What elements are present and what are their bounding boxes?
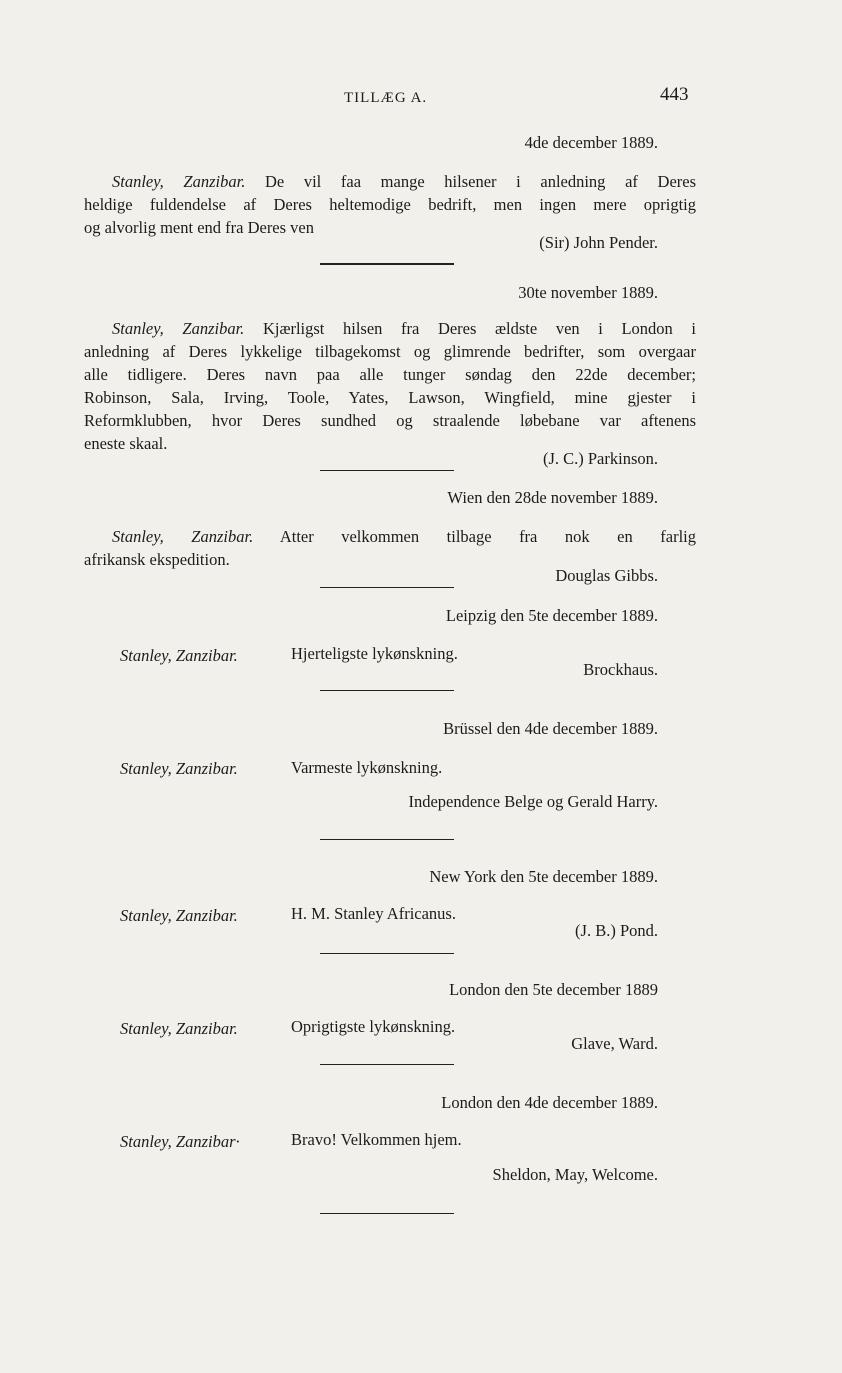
entry-3-date: Wien den 28de november 1889.: [447, 488, 658, 507]
entry-6-date: New York den 5te december 1889.: [429, 867, 658, 886]
entry-4-recipient: Stanley, Zanzibar.: [120, 646, 238, 665]
separator-rule: [320, 690, 454, 691]
entry-6-recipient: Stanley, Zanzibar.: [120, 906, 238, 925]
running-header: TILLÆG A.: [344, 90, 428, 106]
entry-1-line-2: heldige fuldendelse af Deres heltemodige bedrift, men ingen mere oprigtig: [84, 195, 696, 214]
entry-4-text: Hjerteligste lykønskning.: [291, 644, 458, 663]
entry-7-date: London den 5te december 1889: [449, 980, 658, 999]
entry-6-text: H. M. Stanley Africanus.: [291, 904, 456, 923]
entry-8-recipient: Stanley, Zanzibar·: [120, 1132, 240, 1151]
entry-3-signature: Douglas Gibbs.: [555, 566, 658, 585]
entry-2-line-1: Kjærligst hilsen fra Deres ældste ven i London i: [262, 319, 697, 338]
separator-rule: [320, 839, 454, 840]
entry-3-line-2: afrikansk ekspedition.: [84, 550, 230, 569]
entry-1-signature: (Sir) John Pender.: [539, 233, 658, 252]
entry-2-recipient: Stanley, Zanzibar.: [112, 319, 245, 338]
separator-rule: [320, 1064, 454, 1065]
entry-1-date: 4de december 1889.: [524, 133, 658, 152]
entry-1-line-3: og alvorlig ment end fra Deres ven: [84, 218, 315, 237]
entry-2-line-6: eneste skaal.: [84, 434, 168, 453]
entry-2-signature: (J. C.) Parkinson.: [542, 449, 658, 468]
separator-rule: [320, 263, 454, 265]
separator-rule: [320, 587, 454, 588]
page-number: 443: [660, 84, 689, 105]
entry-5-signature: Independence Belge og Gerald Harry.: [408, 792, 658, 811]
entry-6-signature: (J. B.) Pond.: [575, 921, 658, 940]
entry-8-signature: Sheldon, May, Welcome.: [492, 1165, 658, 1184]
entry-5-text: Varmeste lykønskning.: [291, 758, 443, 777]
entry-8-date: London den 4de december 1889.: [441, 1093, 658, 1112]
entry-2-line-3: alle tidligere. Deres navn paa alle tunger søndag den 22de december;: [84, 365, 696, 384]
entry-2-line-4: Robinson, Sala, Irving, Toole, Yates, Lawson, Wingfield, mine gjester i: [84, 388, 696, 407]
separator-rule: [320, 953, 454, 954]
entry-8-text: Bravo! Velkommen hjem.: [291, 1130, 462, 1149]
entry-3-body: [84, 525, 696, 571]
entry-5-date: Brüssel den 4de december 1889.: [443, 719, 658, 738]
entry-1-recipient: Stanley, Zanzibar.: [112, 172, 246, 191]
entry-7-text: Oprigtigste lykønskning.: [291, 1017, 456, 1036]
separator-rule: [320, 470, 454, 471]
entry-7-recipient: Stanley, Zanzibar.: [120, 1019, 238, 1038]
entry-4-date: Leipzig den 5te december 1889.: [445, 606, 658, 625]
entry-3-recipient: Stanley, Zanzibar.: [112, 527, 254, 546]
entry-2-body: [84, 317, 696, 455]
entry-3-line-1: Atter velkommen tilbage fra nok en farlig: [279, 527, 696, 546]
entry-2-line-2: anledning af Deres lykkelige tilbagekomst og glimrende bedrifter, som overgaar: [84, 342, 696, 361]
entry-2-date: 30te november 1889.: [518, 283, 658, 302]
entry-1-line-1: De vil faa mange hilsener i anledning af Deres: [264, 172, 697, 191]
separator-rule: [320, 1213, 454, 1214]
entry-1-body: [84, 170, 696, 239]
entry-2-line-5: Reformklubben, hvor Deres sundhed og straalende løbebane var aftenens: [84, 411, 696, 430]
entry-5-recipient: Stanley, Zanzibar.: [120, 759, 238, 778]
entry-4-signature: Brockhaus.: [583, 660, 658, 679]
entry-7-signature: Glave, Ward.: [571, 1034, 658, 1053]
